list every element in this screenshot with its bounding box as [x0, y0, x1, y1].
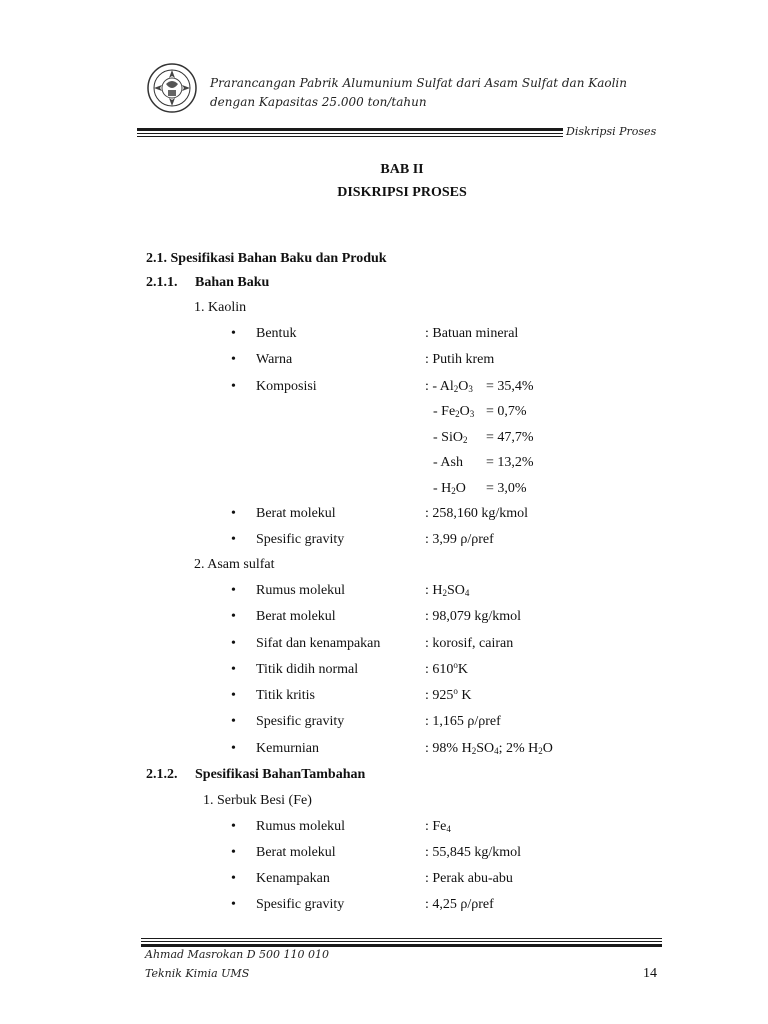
serbuk-kenampakan-value: : Perak abu-abu [425, 871, 513, 886]
page-number: 14 [643, 966, 657, 981]
bullet-icon: • [231, 609, 236, 624]
serbuk-kenampakan-label: Kenampakan [256, 871, 330, 886]
section-2-1-2-number: 2.1.2. [146, 767, 178, 782]
bullet-icon: • [231, 532, 236, 547]
kaolin-bentuk-label: Bentuk [256, 326, 297, 341]
kaolin-fe2o3-value: = 0,7% [486, 404, 527, 419]
asam-sulfat-heading: 2. Asam sulfat [194, 557, 275, 572]
kaolin-ash-row: - Ash [433, 455, 463, 470]
serbuk-rumus-label: Rumus molekul [256, 819, 346, 834]
asam-kemurnian-label: Kemurnian [256, 741, 319, 756]
kaolin-warna-value: : Putih krem [425, 352, 495, 367]
header-line-2: dengan Kapasitas 25.000 ton/tahun [210, 95, 427, 109]
bullet-icon: • [231, 688, 236, 703]
kaolin-bentuk-value: : Batuan mineral [425, 326, 519, 341]
bullet-icon: • [231, 352, 236, 367]
serbuk-sg-label: Spesific gravity [256, 897, 345, 912]
bullet-icon: • [231, 326, 236, 341]
kaolin-sg-label: Spesific gravity [256, 532, 345, 547]
header-section-label: Diskripsi Proses [566, 125, 657, 138]
kaolin-komposisi-label: Komposisi [256, 379, 317, 394]
bullet-icon: • [231, 506, 236, 521]
asam-sg-value: : 1,165 ρ/ρref [425, 714, 501, 729]
serbuk-heading: 1. Serbuk Besi (Fe) [203, 793, 312, 808]
section-2-1-1-title: Bahan Baku [195, 275, 270, 290]
bullet-icon: • [231, 636, 236, 651]
asam-kritis-value: : 925$^o$ K [425, 686, 472, 703]
kaolin-sg-value: : 3,99 ρ/ρref [425, 532, 494, 547]
kaolin-fe2o3-row: - $Fe_2O_3$ [433, 404, 475, 419]
kaolin-h2o-value: = 3,0% [486, 481, 527, 496]
header-line-1: Prarancangan Pabrik Alumunium Sulfat dari Asam Sulfat dan Kaolin [210, 76, 627, 90]
section-2-1-heading: 2.1. Spesifikasi Bahan Baku dan Produk [146, 251, 387, 266]
asam-sifat-value: : korosif, cairan [425, 636, 514, 651]
header-rule [137, 128, 563, 140]
serbuk-rumus-value: : $Fe_4$ [425, 819, 451, 834]
asam-rumus-label: Rumus molekul [256, 583, 346, 598]
chapter-number: BAB II [380, 162, 424, 177]
serbuk-sg-value: : 4,25 ρ/ρref [425, 897, 494, 912]
kaolin-ash-value: = 13,2% [486, 455, 534, 470]
serbuk-berat-value: : 55,845 kg/kmol [425, 845, 522, 860]
chapter-title: DISKRIPSI PROSES [337, 185, 467, 200]
bullet-icon: • [231, 819, 236, 834]
bullet-icon: • [231, 662, 236, 677]
bullet-icon: • [231, 845, 236, 860]
asam-didih-label: Titik didih normal [256, 662, 359, 677]
bullet-icon: • [231, 871, 236, 886]
bullet-icon: • [231, 897, 236, 912]
section-2-1-2-title: Spesifikasi BahanTambahan [195, 767, 366, 782]
university-seal-icon [146, 62, 198, 114]
asam-sifat-label: Sifat dan kenampakan [256, 636, 381, 651]
kaolin-heading: 1. Kaolin [194, 300, 247, 315]
asam-didih-value: : 610$^o$K [425, 660, 469, 677]
asam-rumus-value: : $H_2SO_4$ [425, 583, 470, 598]
kaolin-berat-label: Berat molekul [256, 506, 336, 521]
kaolin-berat-value: : 258,160 kg/kmol [425, 506, 529, 521]
asam-kritis-label: Titik kritis [256, 688, 316, 703]
kaolin-sio2-value: = 47,7% [486, 430, 534, 445]
bullet-icon: • [231, 379, 236, 394]
asam-sg-label: Spesific gravity [256, 714, 345, 729]
footer-rule [141, 938, 662, 948]
serbuk-berat-label: Berat molekul [256, 845, 336, 860]
kaolin-warna-label: Warna [256, 352, 293, 367]
bullet-icon: • [231, 714, 236, 729]
asam-kemurnian-value: : 98% $H_2SO_4$; 2% $H_2O$ [425, 741, 553, 756]
document-header [210, 74, 627, 112]
kaolin-h2o-row: - $H_2O$ [433, 481, 466, 496]
footer-department: Teknik Kimia UMS [145, 967, 250, 980]
asam-berat-label: Berat molekul [256, 609, 336, 624]
kaolin-al2o3-value: = 35,4% [486, 379, 534, 394]
bullet-icon: • [231, 741, 236, 756]
footer-author: Ahmad Masrokan D 500 110 010 [145, 948, 330, 961]
kaolin-al2o3-row: : - $Al_2O_3$ [425, 379, 473, 394]
section-2-1-1-number: 2.1.1. [146, 275, 178, 290]
asam-berat-value: : 98,079 kg/kmol [425, 609, 522, 624]
bullet-icon: • [231, 583, 236, 598]
kaolin-sio2-row: - SiO$_2$ [433, 430, 468, 445]
